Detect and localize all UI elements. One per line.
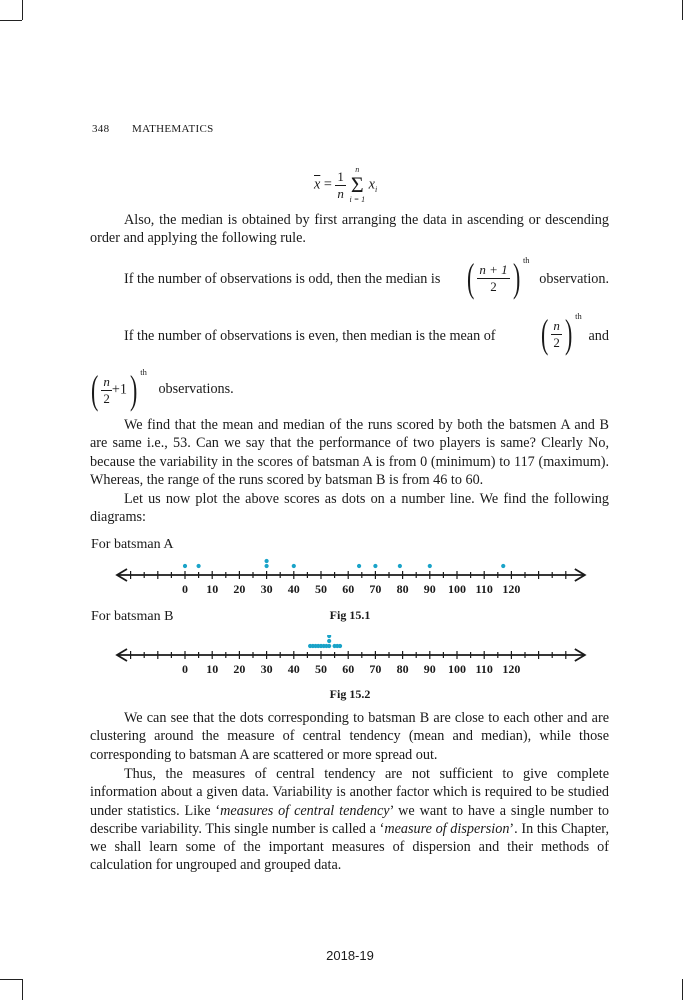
rule-even-second: ( $\frac{n}{2}$ +1) $^{th}$ observations. [90,367,234,412]
tick-label: 50 [315,582,327,596]
data-point [183,564,187,568]
tick-label: 20 [233,662,246,676]
data-point [428,564,432,568]
tick-label: 0 [182,662,188,676]
page-header [92,123,214,135]
tick-label: 10 [206,582,219,596]
tick-label: 100 [448,582,466,596]
tick-label: 120 [502,662,521,676]
number-line-chart-b [0,635,700,680]
page-footer: 2018-19 [326,948,374,963]
data-point [327,644,331,648]
tick-label: 90 [423,662,436,676]
tick-label: 100 [448,662,466,676]
paragraph: We can see that the dots corresponding to batsman B are close to each other and are clustering around the measure of central tendency (mean and median), while those corresponding to batsman A are scattered or more spread out. [90,710,609,763]
tick-label: 60 [342,662,355,676]
data-point [327,639,331,643]
data-point [398,564,402,568]
paragraph: Let us now plot the above scores as dots on a number line. We find the following diagrams: [90,491,609,526]
tick-label: 120 [502,582,521,596]
data-point [197,564,201,568]
tick-label: 110 [475,582,493,596]
paragraph: We find that the mean and median of the runs scored by both the batsmen A and B are same i.e., 53. Can we say that the performance of two players is same? Clearly No, because the variability in the scores of batsman A is from 0 (minimum) to 117 (maximum). Whereas, the range of the runs scored by batsman B is from 46 to 60. [90,417,609,488]
tick-label: 90 [423,582,436,596]
crop-mark [0,20,22,21]
data-point [327,635,331,638]
tick-label: 10 [206,662,219,676]
figure-label: For batsman A [91,537,174,552]
running-title: MATHEMATICS [132,123,214,135]
data-point [265,559,269,563]
tick-label: 30 [260,582,273,596]
mean-formula: $\overline{x}$ = $\frac{1}{n}$ n Σ i = 1 $x_i$ [314,165,378,204]
crop-mark [22,0,23,20]
data-point [373,564,377,568]
tick-label: 80 [396,582,409,596]
crop-mark [682,0,683,20]
tick-label: 70 [369,662,382,676]
tick-label: 80 [396,662,409,676]
figure-caption: Fig 15.2 [329,687,371,701]
tick-label: 60 [342,582,355,596]
tick-label: 110 [475,662,493,676]
tick-label: 30 [260,662,273,676]
tick-label: 40 [287,582,300,596]
tick-label: 0 [182,582,188,596]
tick-label: 20 [233,582,246,596]
data-point [338,644,342,648]
number-line-chart-a [0,555,700,600]
crop-mark [0,979,22,980]
data-point [501,564,505,568]
tick-label: 70 [369,582,382,596]
paragraph: Also, the median is obtained by first arranging the data in ascending or descending order and applying the following rule. [90,212,609,247]
sigma: n Σ i = 1 [349,165,366,204]
crop-mark [22,979,23,1000]
page-number: 348 [92,123,110,135]
figure-caption: Fig 15.1 [329,608,371,622]
crop-mark [682,979,683,1000]
tick-label: 50 [315,662,327,676]
data-point [292,564,296,568]
paragraph: Thus, the measures of central tendency are not sufficient to give complete information about a given data. Variability is another factor which is required to be studied under statistics. Like ‘measures of central tendency’ we want to have a single number to describe variability. This single number is called a ‘measure of dispersion’. In this Chapter, we shall learn some of the important measures of dispersion and their methods of calculation for ungrouped and grouped data. [90,766,609,874]
tick-label: 40 [287,662,300,676]
data-point [265,564,269,568]
data-point [357,564,361,568]
figure-label: For batsman B [91,609,174,624]
